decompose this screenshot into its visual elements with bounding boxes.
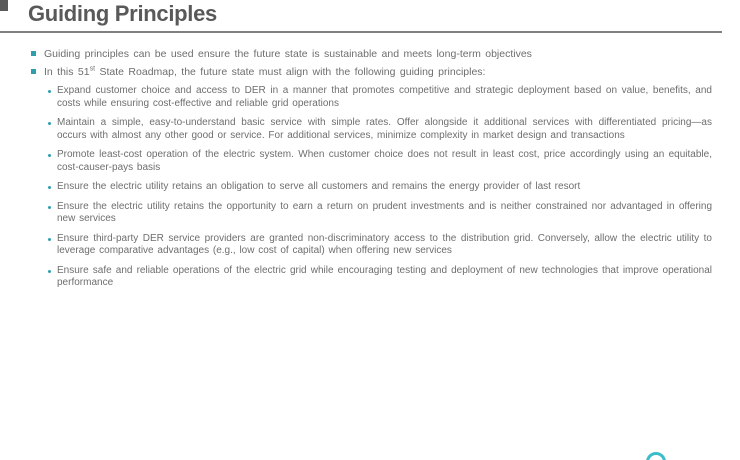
logo-arc-icon: [646, 452, 666, 460]
bullet-text: [44, 66, 485, 78]
square-bullet-icon: [31, 51, 36, 56]
bullet-text: Ensure third-party DER service providers are granted non-discriminatory access to the distribution grid. Conversely, allow the electric utility to leverage comparative advantages (e.g., low cost of capital) when offering new services: [57, 232, 712, 256]
bullet-item-level2: [48, 233, 712, 258]
corner-mark: [0, 0, 8, 11]
bullet-text: Ensure safe and reliable operations of the electric grid while encouraging testing and deployment of new technologies that improve operational performance: [57, 264, 712, 288]
square-bullet-icon: [31, 69, 36, 74]
bullet-item-level2: [48, 85, 712, 110]
bullet-list-level2: [48, 85, 712, 297]
bullet-text: Maintain a simple, easy-to-understand basic service with simple rates. Offer alongside it additional services with differentiated pricing—as occurs with almost any other good or service. For additional services, minimize complexity in market design and transactions: [57, 117, 712, 141]
bullet-text: Ensure the electric utility retains an obligation to serve all customers and remains the energy provider of last resort: [57, 181, 581, 192]
dot-bullet-icon: [48, 206, 51, 209]
bullet-item-level1: [31, 48, 711, 60]
bullet-list-level1: [31, 48, 711, 84]
bullet-item-level2: [48, 181, 712, 194]
bullet-item-level2: [48, 117, 712, 142]
bullet-item-level2: [48, 265, 712, 290]
bullet-text: Ensure the electric utility retains the opportunity to earn a return on prudent investments and is neither constrained nor advantaged in offering new services: [57, 200, 712, 224]
title-underline: [0, 31, 722, 33]
bullet-item-level2: [48, 149, 712, 174]
dot-bullet-icon: [48, 238, 51, 241]
ordinal-superscript: st: [89, 65, 96, 73]
bullet-text: Expand customer choice and access to DER in a manner that promotes competitive and strategic deployment based on value, benefits, and costs while ensuring cost-effective and reliable grid operations: [57, 85, 712, 109]
dot-bullet-icon: [48, 154, 51, 157]
dot-bullet-icon: [48, 90, 51, 93]
dot-bullet-icon: [48, 122, 51, 125]
bullet-text-suffix: State Roadmap, the future state must align with the following guiding principles:: [95, 66, 486, 78]
bullet-item-level2: [48, 201, 712, 226]
bullet-text-prefix: In this 51: [44, 66, 90, 78]
bullet-item-level1: [31, 66, 711, 78]
dot-bullet-icon: [48, 270, 51, 273]
page-title: Guiding Principles: [28, 1, 217, 26]
bullet-text: Promote least-cost operation of the electric system. When customer choice does not result in least cost, price accordingly using an equitable, cost-causer-pays basis: [57, 149, 712, 173]
dot-bullet-icon: [48, 186, 51, 189]
bullet-text: Guiding principles can be used ensure the future state is sustainable and meets long-term objectives: [44, 48, 532, 60]
